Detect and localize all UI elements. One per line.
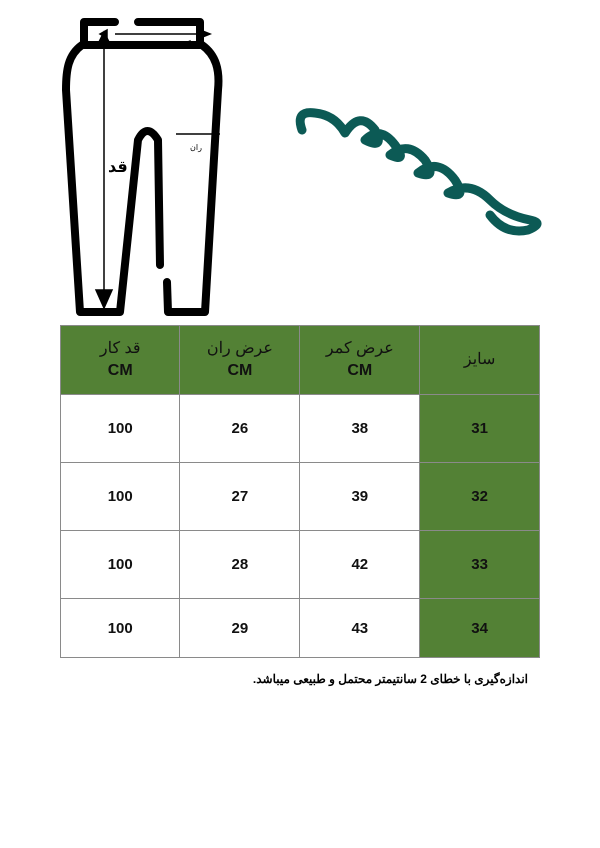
cell-thigh: 28 [180,531,300,599]
header-length [61,326,180,395]
header-thigh [180,326,300,395]
header-unit: CM [227,362,253,379]
cell-waist: 38 [300,395,420,463]
table-row [61,463,540,531]
size-chart-table [60,325,540,658]
table-header-row [61,326,540,395]
table-row [61,395,540,463]
thigh-label: ران [190,143,202,152]
header-title: قد کار [99,340,141,357]
waist-label: کمر [178,39,191,48]
cell-thigh: 27 [180,463,300,531]
cell-waist: 43 [300,599,420,658]
header-size [420,326,540,395]
cell-length: 100 [61,395,180,463]
header-title: سایز [463,351,496,368]
header-waist [300,326,420,395]
pants-measurement-diagram [60,10,260,320]
cell-size: 34 [420,599,540,658]
table-row [61,531,540,599]
cell-length: 100 [61,531,180,599]
header-title: عرض ران [206,340,273,357]
cell-length: 100 [61,463,180,531]
header-unit: CM [107,362,133,379]
cell-size: 32 [420,463,540,531]
cell-size: 31 [420,395,540,463]
header-title: عرض کمر [325,340,394,357]
cell-waist: 39 [300,463,420,531]
cell-thigh: 26 [180,395,300,463]
measurement-note: اندازه‌گیری با خطای 2 سانتیمتر محتمل و طبیعی میباشد. [252,672,528,686]
cell-waist: 42 [300,531,420,599]
length-label: قد [108,157,128,176]
header-unit: CM [347,362,373,379]
brand-logo [290,95,550,245]
cell-thigh: 29 [180,599,300,658]
cell-length: 100 [61,599,180,658]
table-row [61,599,540,658]
cell-size: 33 [420,531,540,599]
